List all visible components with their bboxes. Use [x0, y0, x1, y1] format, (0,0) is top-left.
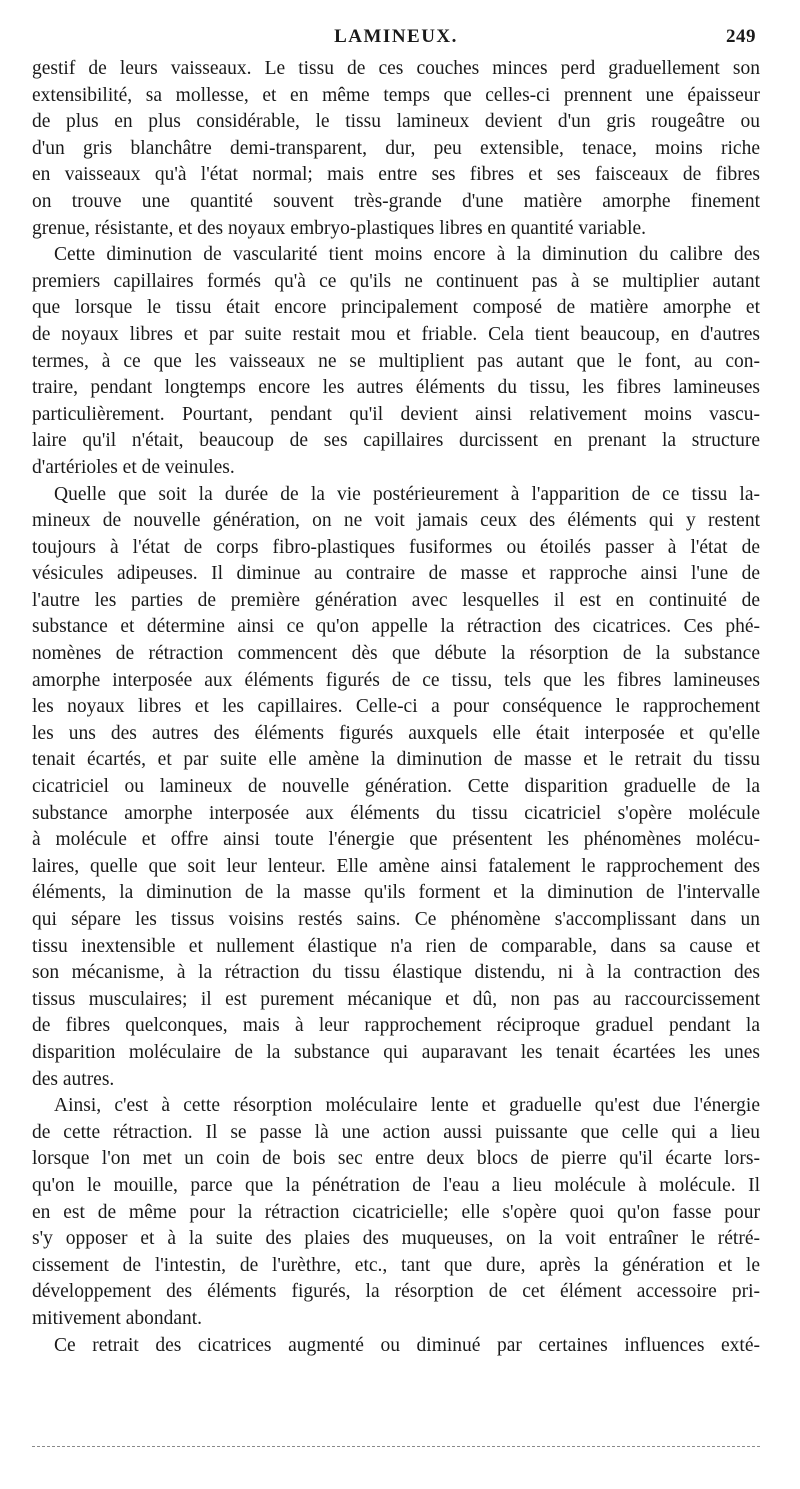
text-line: cissement de l'intestin, de l'urèthre, etc., tant que dure, après la génération et le	[32, 1254, 760, 1276]
text-line: laire qu'il n'était, beaucoup de ses capillaires durcissent en prenant la structure	[32, 430, 760, 452]
running-title: LAMINEUX.	[334, 26, 458, 47]
text-line: toujours à l'état de corps fibro-plastiques fusiformes ou étoilés passer à l'état de	[32, 536, 760, 558]
text-line: de cette rétraction. Il se passe là une action aussi puissante que celle qui a lieu	[32, 1121, 760, 1143]
text-line: extensibilité, sa mollesse, et en même temps que celles-ci prennent une épaisseur	[32, 84, 760, 106]
text-line: cicatriciel ou lamineux de nouvelle génération. Cette disparition graduelle de la	[32, 776, 760, 798]
paragraph	[32, 1093, 760, 1332]
text-line: laires, quelle que soit leur lenteur. Elle amène ainsi fatalement le rapprochement des	[32, 855, 760, 877]
text-line: substance amorphe interposée aux éléments du tissu cicatriciel s'opère molécule	[32, 802, 760, 824]
text-line: mitivement abondant.	[32, 1307, 203, 1329]
text-line: s'y opposer et à la suite des plaies des muqueuses, on la voit entraîner le rétré-	[32, 1228, 760, 1250]
text-line: qui sépare les tissus voisins restés sains. Ce phénomène s'accomplissant dans un	[32, 909, 760, 930]
footer-rule	[32, 1446, 760, 1447]
paragraph	[32, 482, 760, 1094]
paragraph	[32, 56, 760, 242]
text-line: de noyaux libres et par suite restait mou et friable. Cela tient beaucoup, en d'autres	[32, 323, 760, 345]
page	[32, 26, 760, 1359]
text-line: d'un gris blanchâtre demi-transparent, dur, peu extensible, tenace, moins riche	[32, 137, 760, 159]
text-line: grenue, résistante, et des noyaux embryo-plastiques libres en quantité variable.	[32, 217, 647, 239]
text-line: Quelle que soit la durée de la vie postérieurement à l'apparition de ce tissu la-	[54, 483, 760, 505]
text-line: des autres.	[32, 1068, 115, 1090]
text-line: particulièrement. Pourtant, pendant qu'il devient ainsi relativement moins vascu-	[32, 403, 760, 425]
text-line: nomènes de rétraction commencent dès que débute la résorption de la substance	[32, 643, 760, 665]
text-line: lorsque l'on met un coin de bois sec entre deux blocs de pierre qu'il écarte lors-	[32, 1148, 760, 1170]
paragraph	[32, 242, 760, 481]
text-line: disparition moléculaire de la substance qui auparavant les tenait écartées les unes	[32, 1041, 760, 1063]
text-line: les noyaux libres et les capillaires. Celle-ci a pour conséquence le rapprochement	[32, 696, 760, 718]
text-line: son mécanisme, à la rétraction du tissu élastique distendu, ni à la contraction des	[32, 962, 760, 984]
text-line: à molécule et offre ainsi toute l'énergie que présentent les phénomènes molécu-	[32, 829, 760, 851]
text-line: de fibres quelconques, mais à leur rapprochement réciproque graduel pendant la	[32, 1015, 760, 1037]
text-line: éléments, la diminution de la masse qu'ils forment et la diminution de l'intervalle	[32, 882, 760, 904]
text-line: l'autre les parties de première génération avec lesquelles il est en continuité de	[32, 589, 760, 611]
text-line: vésicules adipeuses. Il diminue au contraire de masse et rapproche ainsi l'une de	[32, 563, 760, 585]
text-line: traire, pendant longtemps encore les autres éléments du tissu, les fibres lamineuses	[32, 377, 760, 399]
text-line: tissus musculaires; il est purement mécanique et dû, non pas au raccourcissement	[32, 988, 760, 1010]
text-line: Cette diminution de vascularité tient moins encore à la diminution du calibre des	[54, 244, 760, 266]
text-line: gestif de leurs vaisseaux. Le tissu de ces couches minces perd graduellement son	[32, 58, 760, 79]
text-line: tissu inextensible et nullement élastique n'a rien de comparable, dans sa cause et	[32, 935, 760, 957]
text-line: amorphe interposée aux éléments figurés de ce tissu, tels que les fibres lamineuses	[32, 669, 760, 691]
text-line: termes, à ce que les vaisseaux ne se multiplient pas autant que le font, au con-	[32, 350, 760, 372]
text-line: mineux de nouvelle génération, on ne voit jamais ceux des éléments qui y restent	[32, 510, 760, 532]
body-text	[32, 56, 760, 1359]
paragraph	[32, 1333, 760, 1360]
text-line: premiers capillaires formés qu'à ce qu'ils ne continuent pas à se multiplier autant	[32, 270, 760, 292]
text-line: de plus en plus considérable, le tissu lamineux devient d'un gris rougeâtre ou	[32, 111, 760, 133]
text-line: Ce retrait des cicatrices augmenté ou diminué par certaines influences exté-	[54, 1334, 760, 1356]
text-line: qu'on le mouille, parce que la pénétration de l'eau a lieu molécule à molécule. Il	[32, 1174, 760, 1196]
text-line: en est de même pour la rétraction cicatricielle; elle s'opère quoi qu'on fasse pour	[32, 1201, 760, 1223]
page-number: 249	[726, 26, 756, 47]
text-line: développement des éléments figurés, la résorption de cet élément accessoire pri-	[32, 1281, 760, 1303]
text-line: on trouve une quantité souvent très-grande d'une matière amorphe finement	[32, 190, 760, 212]
text-line: les uns des autres des éléments figurés auxquels elle était interposée et qu'elle	[32, 722, 760, 744]
running-head	[32, 26, 760, 56]
text-line: substance et détermine ainsi ce qu'on appelle la rétraction des cicatrices. Ces phé-	[32, 616, 760, 638]
text-line: tenait écartés, et par suite elle amène la diminution de masse et le retrait du tissu	[32, 749, 760, 771]
text-line: en vaisseaux qu'à l'état normal; mais entre ses fibres et ses faisceaux de fibres	[32, 164, 760, 186]
text-line: que lorsque le tissu était encore principalement composé de matière amorphe et	[32, 297, 760, 319]
text-line: Ainsi, c'est à cette résorption moléculaire lente et graduelle qu'est due l'énergie	[54, 1095, 760, 1117]
text-line: d'artérioles et de veinules.	[32, 456, 235, 478]
